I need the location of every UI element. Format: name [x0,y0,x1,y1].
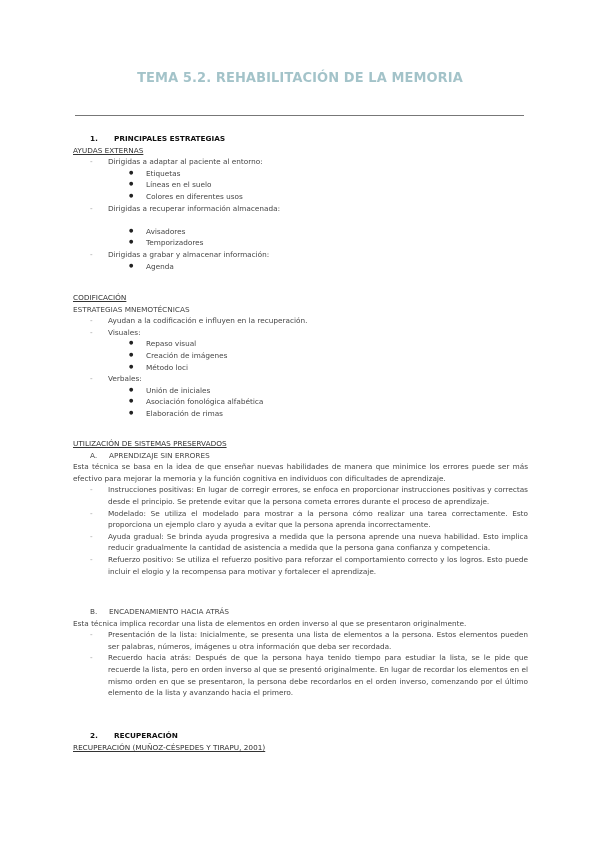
subsection-sublabel: ESTRATEGIAS MNEMOTÉCNICAS [73,304,190,314]
subheading-a: A. APRENDIZAJE SIN ERRORES [90,450,210,460]
bullet-item: ● Elaboración de rimas [73,408,528,420]
title-divider [75,115,524,116]
list-item: - Ayudan a la codificación e influyen en la recuperación. [73,315,528,327]
list-item: - Refuerzo positivo: Se utiliza el refuerzo positivo para reforzar el comportamiento correcto y los logros. Esto puede incluir el elogio y la recompensa para motivar y fortalecer el aprendizaje. [73,554,528,577]
list-item: - Ayuda gradual: Se brinda ayuda progresiva a medida que la persona aprende una nueva habilidad. Esto implica reducir gradualmente la cantidad de asistencia a medida que la persona gana confianza y competencia. [73,531,528,554]
bullet-item: ● Temporizadores [73,237,528,249]
bullet-item: ● Método loci [73,362,528,374]
list-item: - Presentación de la lista: Inicialmente, se presenta una lista de elementos a la persona. Estos elementos pueden ser palabras, números, imágenes u otra información que deba ser recordada. [73,629,528,652]
list-item: - Modelado: Se utiliza el modelado para mostrar a la persona cómo realizar una tarea correctamente. Esto proporciona un ejemplo claro y ayuda a evitar que la persona aprenda incorrectamente. [73,508,528,531]
paragraph: Esta técnica implica recordar una lista de elementos en orden inverso al que se presentaron originalmente. [73,618,467,628]
bullet-item: ● Creación de imágenes [73,350,528,362]
subsection-label: UTILIZACIÓN DE SISTEMAS PRESERVADOS [73,439,227,448]
list-item: - Instrucciones positivas: En lugar de corregir errores, se enfoca en proporcionar instrucciones positivas y correctas desde el principio. Se pretende evitar que la persona cometa errores durante el proceso de aprendizaje. [73,484,528,507]
list-item: - Dirigidas a recuperar información almacenada: [73,203,528,215]
bullet-item: ● Avisadores [73,226,528,238]
section-codificacion [73,292,528,420]
list-item: - Dirigidas a adaptar al paciente al entorno: [73,156,528,168]
section-heading: 2. RECUPERACIÓN [90,731,178,740]
subsection-label: RECUPERACIÓN (MUÑOZ-CÉSPEDES Y TIRAPU, 2001) [73,742,266,752]
subsection-label: AYUDAS EXTERNAS [73,145,144,155]
bullet-item: ● Colores en diferentes usos [73,191,528,203]
bullet-item: ● Unión de iniciales [73,385,528,397]
list-item: - Visuales: [73,327,528,339]
subheading-b: B. ENCADENAMIENTO HACIA ATRÁS [90,607,230,616]
page-title: TEMA 5.2. REHABILITACIÓN DE LA MEMORIA [137,71,463,86]
bullet-item: ● Asociación fonológica alfabética [73,396,528,408]
section-sistemas-preservados [73,438,528,577]
section-heading: 1. PRINCIPALES ESTRATEGIAS [90,134,226,143]
section-recuperacion [73,730,528,753]
bullet-item: ● Etiquetas [73,168,528,180]
bullet-item: ● Líneas en el suelo [73,179,528,191]
paragraph: Esta técnica se basa en la idea de que enseñar nuevas habilidades de manera que minimice los errores puede ser más efectivo para mejorar la memoria y la función cognitiva en individuos con dificultades de aprendizaje. [73,462,528,483]
bullet-item: ● Repaso visual [73,338,528,350]
list-item: - Verbales: [73,373,528,385]
section-encadenamiento [73,606,528,699]
list-item: - Recuerdo hacia atrás: Después de que la persona haya tenido tiempo para estudiar la lista, se le pide que recuerde la lista, pero en orden inverso al que se presentó originalmente. En lugar de recordar los elementos en el mismo orden en que se presentaron, la persona debe recordarlos en el orden inverso, comenzando por el último elemento de la lista y avanzando hacia el primero. [73,652,528,698]
bullet-item: ● Agenda [73,261,528,273]
list-item: - Dirigidas a grabar y almacenar información: [73,249,528,261]
subsection-label: CODIFICACIÓN [73,293,127,302]
section-estrategias [73,133,528,272]
